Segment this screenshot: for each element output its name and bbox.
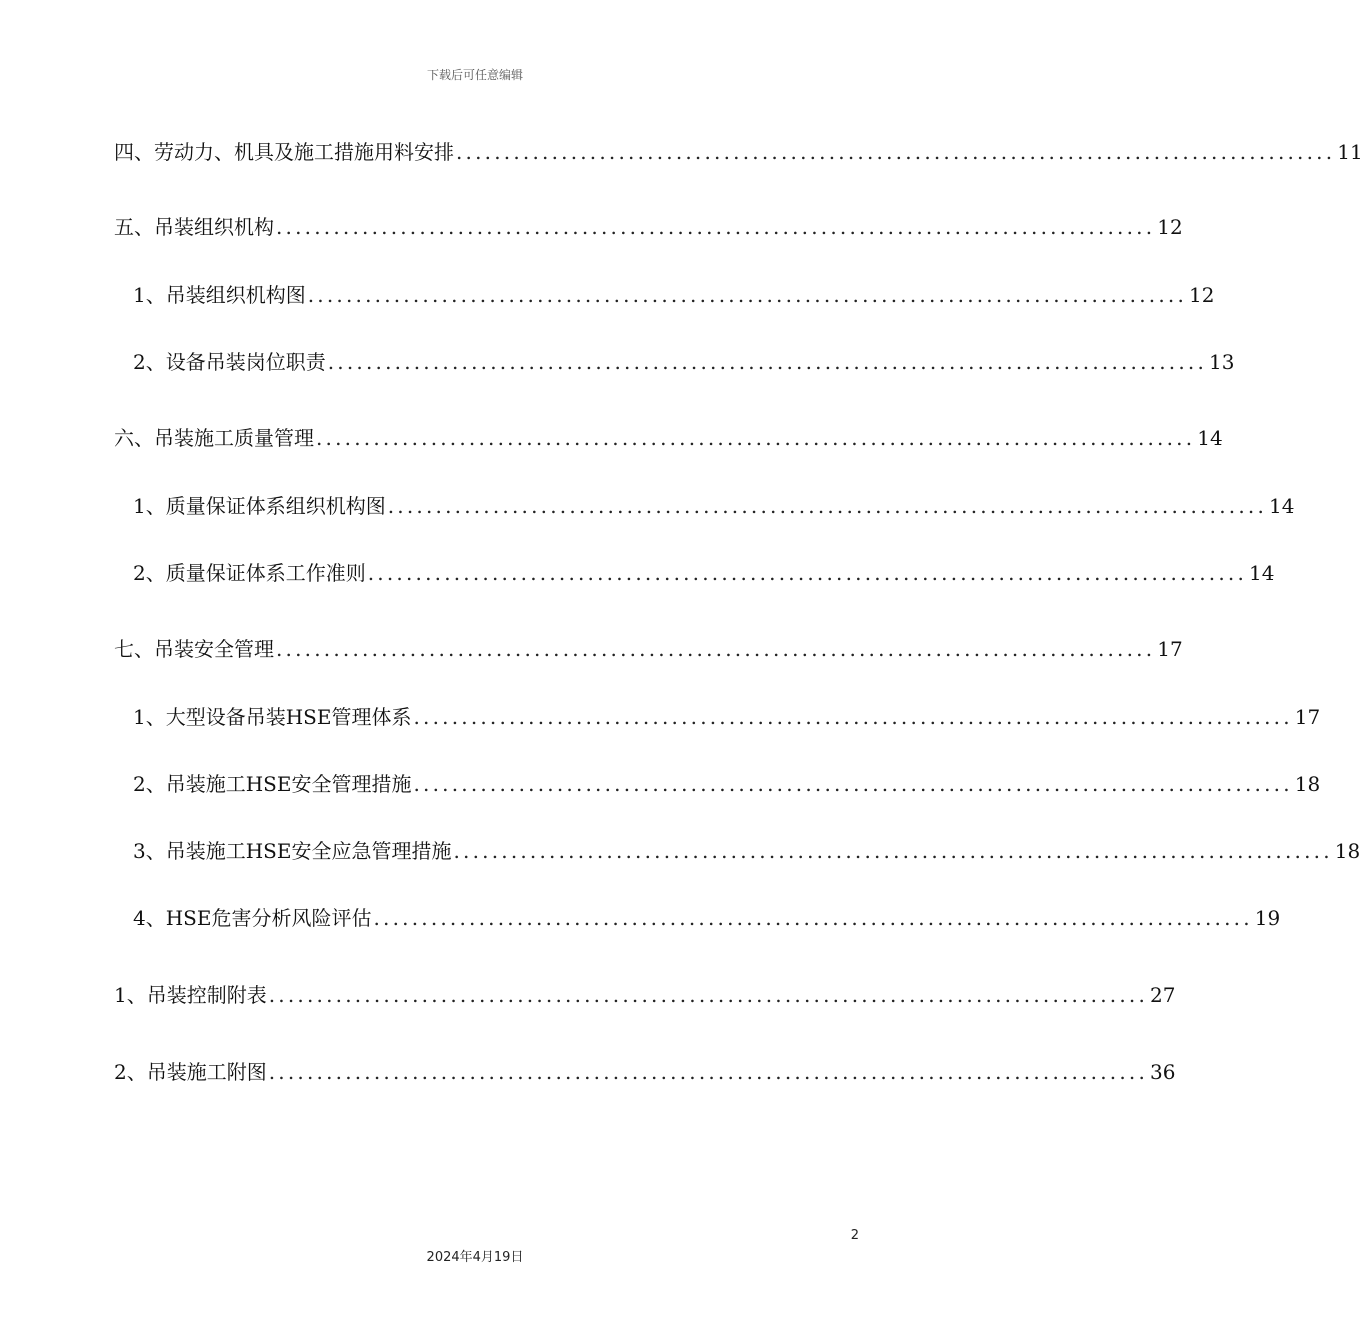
page-header: 下载后可任意编辑 bbox=[426, 68, 523, 82]
toc-dot-leader: ............................................................................................ bbox=[453, 839, 1333, 863]
toc-entry-label: 1、吊装控制附表 bbox=[114, 983, 267, 1007]
toc-dot-leader: ............................................................................................ bbox=[327, 350, 1208, 374]
toc-page-number: 18 bbox=[1294, 772, 1321, 796]
toc-dot-leader: ............................................................................................ bbox=[387, 494, 1268, 518]
toc-page-number: 19 bbox=[1254, 906, 1281, 930]
toc-entry-label: 四、劳动力、机具及施工措施用料安排 bbox=[114, 140, 454, 164]
toc-page-number: 14 bbox=[1269, 494, 1295, 518]
toc-entry-label: 1、质量保证体系组织机构图 bbox=[133, 494, 386, 518]
toc-page-number: 36 bbox=[1150, 1060, 1176, 1084]
toc-entry-organization-chart[interactable] bbox=[133, 280, 1215, 310]
toc-page-number: 27 bbox=[1150, 983, 1176, 1007]
toc-page-number: 14 bbox=[1249, 561, 1275, 585]
toc-page-number: 11 bbox=[1337, 140, 1363, 164]
toc-page-number: 13 bbox=[1209, 350, 1235, 374]
toc-page-number: 12 bbox=[1157, 215, 1183, 239]
toc-entry-labor-tools[interactable] bbox=[114, 137, 1363, 167]
toc-dot-leader: ............................................................................................ bbox=[276, 637, 1156, 661]
toc-entry-post-duties[interactable] bbox=[133, 347, 1235, 377]
toc-entry-quality-management[interactable] bbox=[114, 423, 1223, 453]
toc-entry-hse-measures[interactable] bbox=[133, 769, 1321, 799]
toc-entry-label: 3、吊装施工HSE安全应急管理措施 bbox=[133, 839, 452, 863]
toc-entry-hse-risk[interactable] bbox=[133, 903, 1281, 933]
toc-dot-leader: ............................................................................................ bbox=[316, 426, 1196, 450]
toc-entry-label: 1、吊装组织机构图 bbox=[133, 283, 306, 307]
toc-dot-leader: ............................................................................................ bbox=[307, 283, 1188, 307]
toc-entry-hse-system[interactable] bbox=[133, 702, 1321, 732]
toc-entry-label: 2、吊装施工附图 bbox=[114, 1060, 267, 1084]
toc-entry-label: 2、设备吊装岗位职责 bbox=[133, 350, 326, 374]
toc-entry-quality-org-chart[interactable] bbox=[133, 491, 1295, 521]
toc-dot-leader: ............................................................................................ bbox=[413, 772, 1293, 796]
toc-dot-leader: ............................................................................................ bbox=[456, 140, 1336, 164]
toc-entry-quality-rules[interactable] bbox=[133, 558, 1275, 588]
toc-dot-leader: ............................................................................................ bbox=[268, 1060, 1149, 1084]
toc-entry-drawings[interactable] bbox=[114, 1057, 1176, 1087]
toc-page-number: 18 bbox=[1334, 839, 1361, 863]
toc-entry-label: 1、大型设备吊装HSE管理体系 bbox=[133, 705, 412, 729]
toc-entry-label: 2、质量保证体系工作准则 bbox=[133, 561, 366, 585]
toc-dot-leader: ............................................................................................ bbox=[373, 906, 1253, 930]
footer-date: 2024年4月19日 bbox=[426, 1250, 524, 1265]
toc-page-number: 17 bbox=[1157, 637, 1183, 661]
toc-entry-hoisting-organization[interactable] bbox=[114, 212, 1183, 242]
toc-entry-control-tables[interactable] bbox=[114, 980, 1176, 1010]
page-number: 2 bbox=[850, 1228, 859, 1243]
toc-dot-leader: ............................................................................................ bbox=[413, 705, 1293, 729]
toc-entry-safety-management[interactable] bbox=[114, 634, 1183, 664]
toc-entry-hse-emergency[interactable] bbox=[133, 836, 1361, 866]
toc-page-number: 12 bbox=[1189, 283, 1215, 307]
toc-entry-label: 六、吊装施工质量管理 bbox=[114, 426, 314, 450]
toc-entry-label: 4、HSE危害分析风险评估 bbox=[133, 906, 372, 930]
toc-entry-label: 五、吊装组织机构 bbox=[114, 215, 274, 239]
toc-dot-leader: ............................................................................................ bbox=[268, 983, 1149, 1007]
toc-dot-leader: ............................................................................................ bbox=[276, 215, 1156, 239]
toc-entry-label: 2、吊装施工HSE安全管理措施 bbox=[133, 772, 412, 796]
toc-entry-label: 七、吊装安全管理 bbox=[114, 637, 274, 661]
toc-page-number: 17 bbox=[1294, 705, 1321, 729]
toc-page-number: 14 bbox=[1197, 426, 1223, 450]
toc-dot-leader: ............................................................................................ bbox=[367, 561, 1248, 585]
